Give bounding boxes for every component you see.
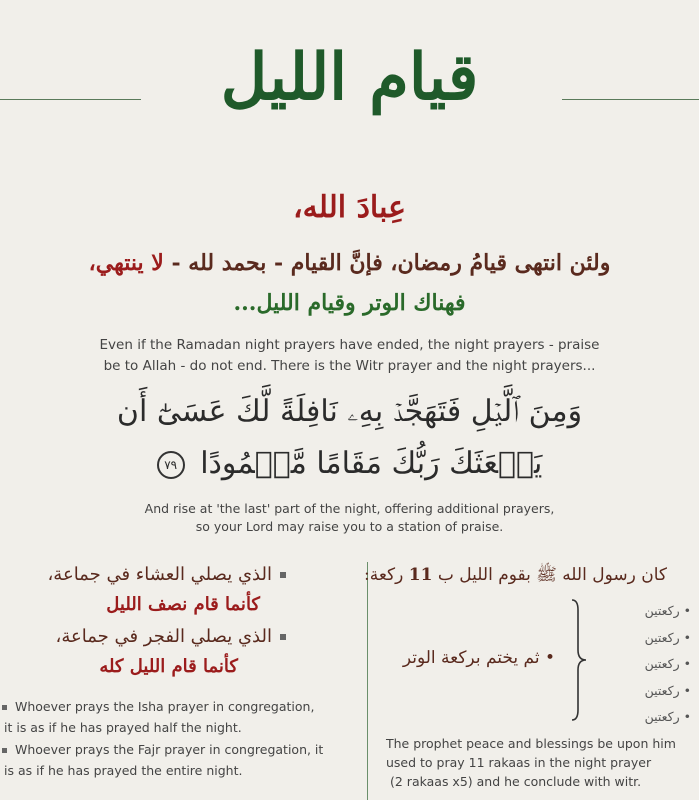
bullet-square-icon: [280, 572, 286, 578]
isha-en-line2: it is as if he has prayed half the night.: [4, 720, 242, 735]
fajr-en-line1: Whoever prays the Fajr prayer in congregation, it: [2, 739, 323, 760]
intro-en-line1: Even if the Ramadan night prayers have ended, the night prayers - praise: [99, 337, 600, 353]
curly-brace-icon: [568, 598, 588, 722]
list-item: • ركعتين: [644, 629, 691, 645]
night-prayer-heading: كان رسول الله ﷺ بقوم الليل ب 11 ركعة:: [364, 565, 667, 585]
verse-number-badge: [157, 451, 185, 479]
fajr-text: الذي يصلي الفجر في جماعة،: [55, 626, 272, 647]
isha-text: الذي يصلي العشاء في جماعة،: [47, 564, 272, 585]
night-prayer-en-line2: used to pray 11 rakaas in the night prayer: [386, 755, 652, 770]
left-column: [0, 558, 362, 800]
fajr-result: كأنما قام الليل كله: [99, 656, 238, 677]
intro-text: ولئن انتهى قيامُ رمضان، فإنَّ القيام - بحمد لله -: [163, 250, 611, 276]
verse-en-line1: And rise at 'the last' part of the night, offering additional prayers,: [144, 501, 555, 516]
verse-line2-container: [0, 446, 699, 481]
bullet-square-icon: [2, 748, 7, 753]
list-item: • ركعتين: [644, 656, 691, 671]
greeting: عِبادَ الله،: [292, 190, 407, 225]
list-item: • ركعتين: [644, 682, 691, 698]
bullet-square-icon: [2, 705, 7, 710]
bullet-dot-icon: •: [544, 648, 555, 668]
congregation-item-isha: [48, 564, 287, 585]
night-prayer-en: [386, 734, 676, 791]
isha-en: [2, 696, 314, 738]
intro-line2: فهناك الوتر وقيام الليل...: [233, 290, 466, 316]
right-column: [364, 558, 699, 800]
fajr-en: [2, 739, 323, 781]
list-item: • ركعتين: [644, 709, 691, 724]
verse-number: ٧٩: [164, 458, 178, 472]
intro-en-line2: be to Allah - do not end. There is the Witr prayer and the night prayers...: [103, 358, 596, 374]
rakah-count: 11: [408, 565, 433, 585]
night-prayer-en-line1: The prophet peace and blessings be upon him: [386, 736, 676, 751]
witr-conclusion: • ثم يختم بركعة الوتر: [402, 648, 555, 668]
intro-arabic: [0, 250, 699, 276]
rakah-list: [645, 598, 691, 731]
bullet-square-icon: [280, 634, 286, 640]
column-divider: [367, 562, 368, 800]
isha-en-line1: Whoever prays the Isha prayer in congregation,: [2, 696, 314, 717]
congregation-item-fajr: [56, 626, 286, 647]
verse-line2: يَبۡعَثَكَ رَبُّكَ مَقَامًا مَّحۡمُودًا: [200, 446, 543, 481]
fajr-en-line2: is as if he has prayed the entire night.: [4, 763, 243, 778]
verse-line1: وَمِنَ ٱلَّيۡلِ فَتَهَجَّدۡ بِهِۦ نَافِلَةً لَّكَ عَسَىٰٓ أَن: [116, 394, 583, 429]
list-item: • ركعتين: [644, 603, 691, 618]
intro-emphasis: لا ينتهي،: [88, 250, 164, 276]
page-title: قيام الليل: [220, 40, 479, 115]
night-prayer-en-line3: (2 rakaas x5) and he conclude with witr.: [390, 774, 642, 789]
verse-en-line2: so your Lord may raise you to a station of praise.: [195, 519, 504, 534]
isha-result: كأنما قام نصف الليل: [106, 594, 260, 615]
